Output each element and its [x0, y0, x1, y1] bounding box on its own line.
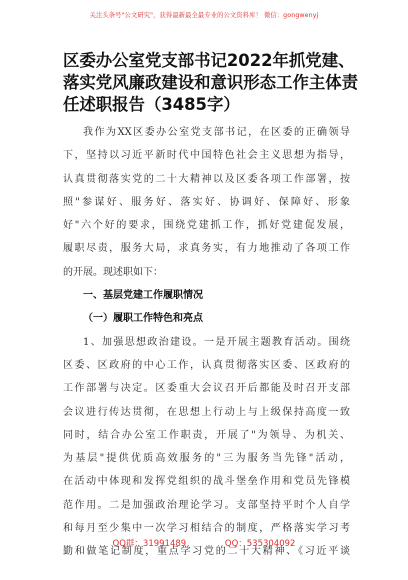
paragraph-line: 同时，结合办公室工作职责，开展了"为领导、为机关、 [63, 429, 350, 441]
paragraph-line: 照"参谋好、服务好、落实好、协调好、保障好、形象 [63, 196, 350, 208]
paragraph-line: 和每月至少集中一次学习相结合的制度，严格落实学习考 [63, 523, 350, 535]
paragraph-line: 为基层"提供优质高效服务的"三为服务当先锋"活动， [63, 453, 350, 465]
paragraph-line: 认真贯彻落实党的二十大精神以及区委各项工作部署，按 [63, 173, 350, 185]
subsection-heading: （一）履职工作特色和亮点 [83, 313, 203, 325]
paragraph-line: 在活动中体现和发挥党组织的战斗堡垒作用和党员先锋模 [63, 476, 350, 488]
paragraph-line: 我作为XX区委办公室党支部书记，在区委的正确领导 [83, 127, 350, 138]
footer-qq: QQ：535304092 [224, 539, 296, 549]
paragraph-line: 履职尽责，服务大局，求真务实，有力地推动了各项工作 [63, 243, 350, 255]
paragraph-line: 范作用。二是加强政治理论学习。支部坚持平时个人自学 [63, 499, 350, 511]
paragraph-line: 的开展。现述职如下： [63, 266, 163, 278]
paragraph-line: 区委、区政府的中心工作，认真贯彻落实区委、区政府的 [63, 359, 350, 371]
header-banner: 关注头条号"公文研究"，获得最新最全最专业的公文资料库！ 微信：gongwenyj [89, 12, 319, 19]
paragraph-line: 好"六个好的要求，围绕党建抓工作，抓好党建促发展， [63, 220, 350, 232]
paragraph-line: 工作部署与决定。区委重大会议召开后都能及时召开支部 [63, 383, 350, 395]
paragraph-line: 下，坚持以习近平新时代中国特色社会主义思想为指导， [63, 150, 350, 162]
paragraph-line: 勤和做笔记制度，重点学习党的二十大精神、《习近平谈 [63, 546, 350, 558]
paragraph-line: 会议进行传达贯彻，在思想上行动上与上级保持高度一致 [63, 406, 350, 418]
footer-qq-group: QQ群：31991489 [112, 539, 187, 549]
section-heading: 一、基层党建工作履职情况 [83, 290, 203, 302]
document-title: 区委办公室党支部书记2022年抓党建、落实党风廉政建设和意识形态工作主体责任述职报告（3485字） [63, 51, 359, 114]
paragraph-line: 1、加强思想政治建设。一是开展主题教育活动。围绕 [83, 336, 350, 348]
footer-contact [0, 537, 408, 549]
document-body [63, 121, 350, 564]
